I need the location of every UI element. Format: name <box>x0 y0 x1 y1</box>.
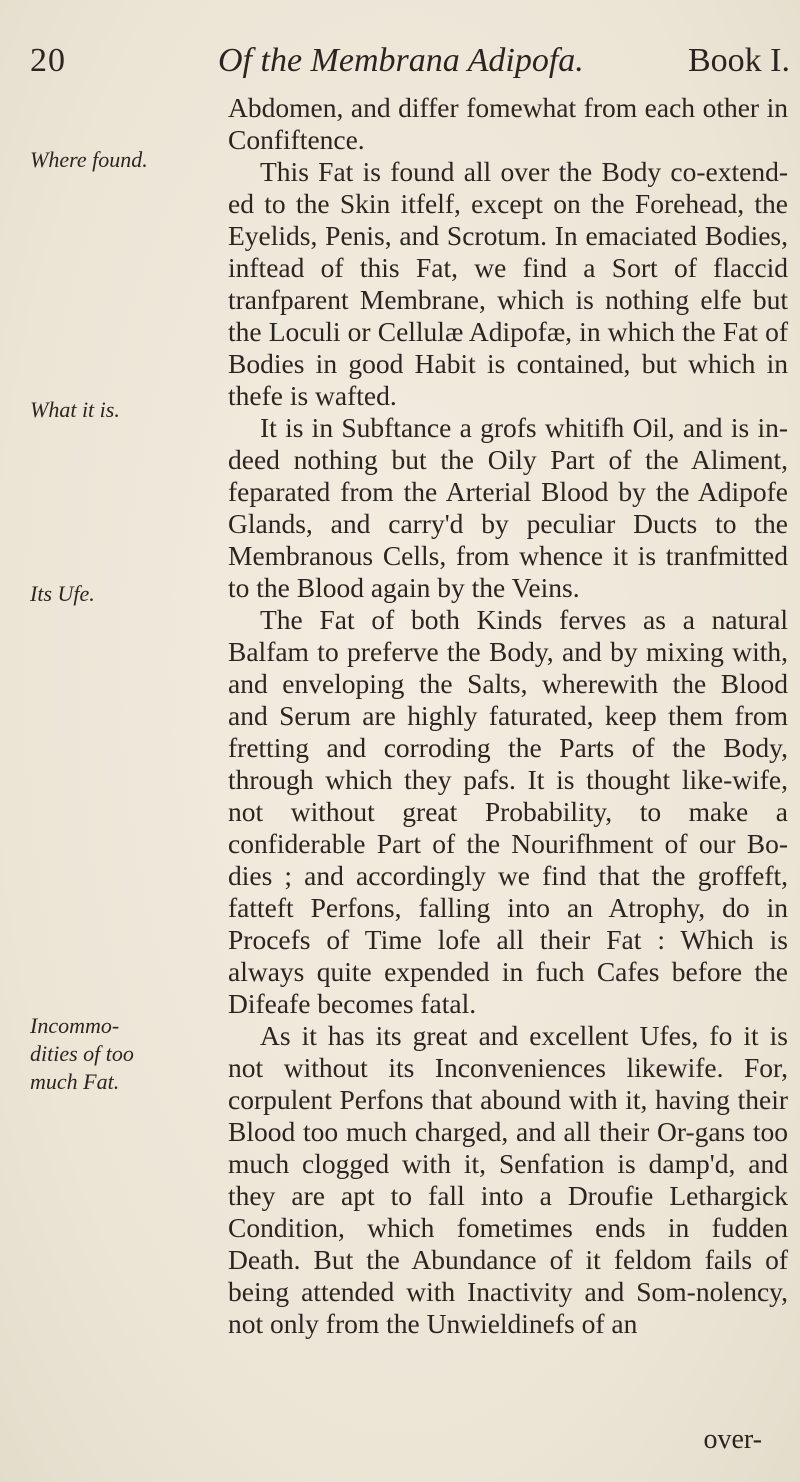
book-label: Book I. <box>688 42 790 79</box>
running-title: Of the Membrana Adipofa. <box>218 42 584 79</box>
paragraph-3: It is in Subftance a grofs whitifh Oil, and is in-deed nothing but the Oily Part of the Aliment, feparated from the Arterial Blood by the Adipofe Glands, and carry'd by peculiar Ducts to the Membranous Cells, from whence it is tranfmitted to the Blood again by the Veins. <box>228 412 788 603</box>
paragraph-2: This Fat is found all over the Body co-extend-ed to the Skin itfelf, except on the Forehead, the Eyelids, Penis, and Scrotum. In emaciated Bodies, inftead of this Fat, we find a Sort of flaccid tranfparent Membrane, which is nothing elfe but the Loculi or Cellulæ Adipofæ, in which the Fat of Bodies in good Habit is contained, but which in thefe is wafted. <box>228 156 788 411</box>
paragraph-1: Abdomen, and differ fomewhat from each other in Confiftence. <box>228 92 788 155</box>
page-header <box>30 42 790 92</box>
body-text <box>228 92 788 1340</box>
margin-note-what-it-is: What it is. <box>30 397 120 422</box>
catchword: over- <box>703 1424 762 1455</box>
page-number: 20 <box>30 42 66 79</box>
margin-note-incommodities: Incommo-dities of too much Fat. <box>30 1013 134 1094</box>
paragraph-5: As it has its great and excellent Ufes, fo it is not without its Inconveniences likewife. For, corpulent Perfons that abound with it, having their Blood too much charged, and all their Or-gans too much clogged with it, Senfation is damp'd, and they are apt to fall into a Droufie Lethargick Condition, which fometimes ends in fudden Death. But the Abundance of it feldom fails of being attended with Inactivity and Som-nolency, not only from the Unwieldinefs of an <box>228 1020 788 1339</box>
margin-note-its-use: Its Ufe. <box>30 581 95 606</box>
paragraph-4: The Fat of both Kinds ferves as a natural Balfam to preferve the Body, and by mixing with, and enveloping the Salts, wherewith the Blood and Serum are highly faturated, keep them from fretting and corroding the Parts of the Body, through which they pafs. It is thought like-wife, not without great Probability, to make a confiderable Part of the Nourifhment of our Bo-dies ; and accordingly we find that the groffeft, fatteft Perfons, falling into an Atrophy, do in Procefs of Time lofe all their Fat : Which is always quite expended in fuch Cafes before the Difeafe becomes fatal. <box>228 604 788 1019</box>
margin-note-where-found: Where found. <box>30 147 148 172</box>
